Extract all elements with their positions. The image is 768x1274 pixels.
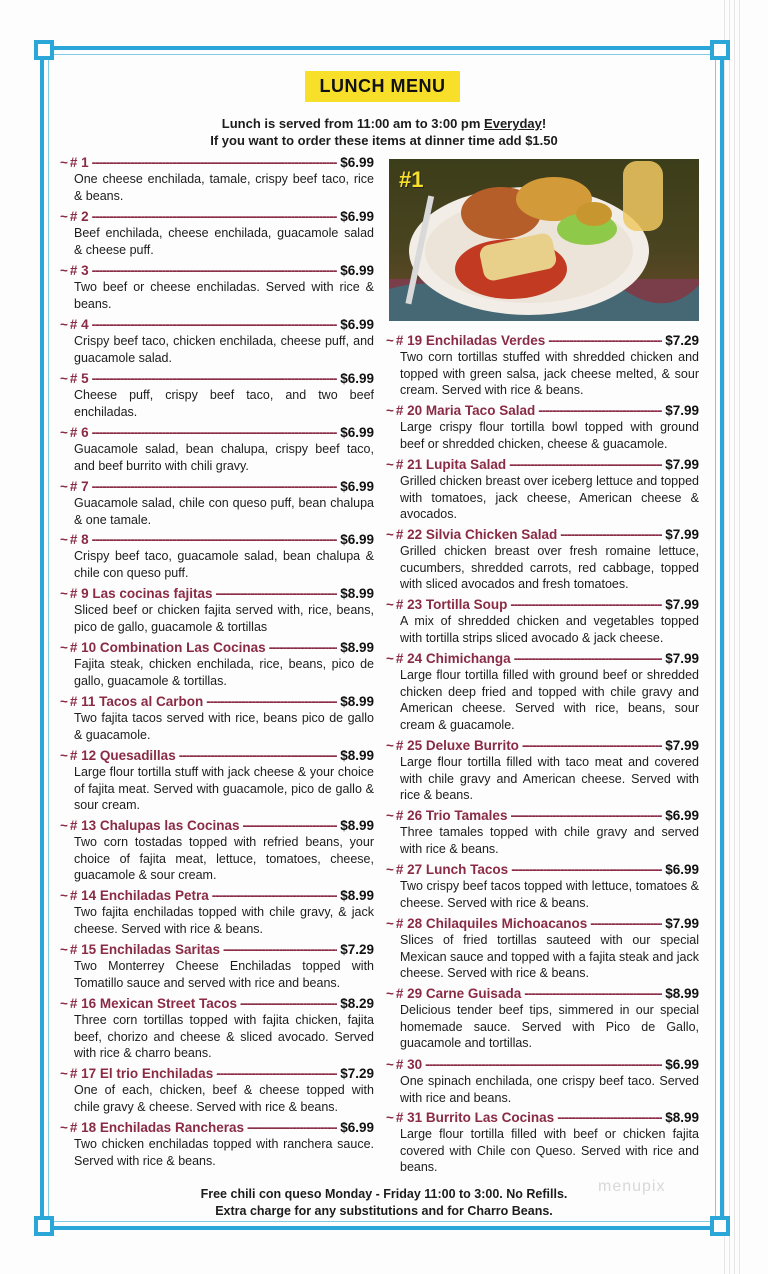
menu-item-description: Large flour tortilla filled with taco meat and covered with chile gravy and American cheese. Served with rice & beans.: [400, 755, 699, 802]
menu-item-name: # 19 Enchiladas Verdes: [395, 333, 546, 348]
menu-item-description: Two Monterrey Cheese Enchiladas topped with Tomatillo sauce and served with rice and beans.: [74, 959, 374, 990]
menu-item: [386, 1109, 699, 1176]
dot-leader: [92, 478, 338, 495]
menu-item-header: [60, 747, 374, 764]
serving-hours-line1: Lunch is served from 11:00 am to 3:00 pm Everyday!: [221, 116, 547, 131]
dot-leader: [590, 915, 662, 932]
dot-leader: [510, 807, 662, 824]
menu-item: [386, 737, 699, 804]
menu-item-price: $8.99: [340, 748, 374, 763]
menu-item-name: # 17 El trio Enchiladas: [69, 1066, 214, 1081]
menu-item-description: Two fajita enchiladas topped with chile gravy, & jack cheese. Served with rice & beans.: [74, 905, 374, 936]
dot-leader: [514, 650, 663, 667]
menu-item-price: $8.99: [340, 694, 374, 709]
menu-item-price: $8.99: [340, 640, 374, 655]
tilde-bullet: ~: [386, 597, 394, 612]
menu-item-price: $8.99: [665, 986, 699, 1001]
menu-item-price: $7.29: [340, 942, 374, 957]
dot-leader: [560, 526, 662, 543]
menu-item-description: Guacamole salad, bean chalupa, crispy beef taco, and beef burrito with chili gravy.: [74, 442, 374, 473]
menu-item-name: # 10 Combination Las Cocinas: [69, 640, 266, 655]
menu-item-description: A mix of shredded chicken and vegetables topped with tortilla strips sliced avocado & jack cheese.: [400, 614, 699, 645]
menu-item-header: [60, 531, 374, 548]
menu-item: [60, 585, 374, 635]
menu-item: [60, 424, 374, 474]
menu-item-header: [60, 995, 374, 1012]
menu-item: [60, 995, 374, 1062]
dot-leader: [92, 424, 338, 441]
tilde-bullet: ~: [386, 808, 394, 823]
menu-item: [60, 531, 374, 581]
menu-item-price: $7.99: [665, 916, 699, 931]
plate-photo: [389, 159, 699, 321]
menu-item-name: # 14 Enchiladas Petra: [69, 888, 209, 903]
tilde-bullet: ~: [60, 640, 68, 655]
menu-item-header: [386, 737, 699, 754]
menu-item-description: Grilled chicken breast over iceberg lettuce and topped with tomatoes, jack cheese, American cheese & avocados.: [400, 474, 699, 521]
menu-item-description: Three corn tortillas topped with fajita chicken, fajita beef, chorizo and cheese & sliced avocado. Served with rice & charro beans.: [74, 1013, 374, 1060]
menu-item-description: One cheese enchilada, tamale, crispy beef taco, rice & beans.: [74, 172, 374, 203]
dinner-surcharge-note: If you want to order these items at dinner time add $1.50: [210, 133, 558, 148]
menu-item-name: # 15 Enchiladas Saritas: [69, 942, 220, 957]
menu-item-name: # 4: [69, 317, 89, 332]
tilde-bullet: ~: [386, 862, 394, 877]
tilde-bullet: ~: [386, 1057, 394, 1072]
menu-item-header: [386, 985, 699, 1002]
menu-item-price: $7.99: [665, 738, 699, 753]
menu-item-name: # 1: [69, 155, 89, 170]
menu-item-price: $7.99: [665, 597, 699, 612]
menu-item-description: Grilled chicken breast over fresh romaine lettuce, cucumbers, shredded carrots, red cabbage, topped with sliced avocados and fresh tomatoes.: [400, 544, 699, 591]
menu-item: [386, 526, 699, 593]
menu-item-name: # 16 Mexican Street Tacos: [69, 996, 237, 1011]
menu-item-price: $6.99: [340, 209, 374, 224]
menu-item-header: [60, 262, 374, 279]
tilde-bullet: ~: [386, 527, 394, 542]
tilde-bullet: ~: [60, 942, 68, 957]
tilde-bullet: ~: [60, 818, 68, 833]
menu-item-name: # 5: [69, 371, 89, 386]
menu-item-description: Large flour tortilla filled with beef or chicken fajita covered with Chile con Queso. Served with rice and beans.: [400, 1127, 699, 1174]
tilde-bullet: ~: [60, 263, 68, 278]
menu-item-name: # 29 Carne Guisada: [395, 986, 522, 1001]
menu-item-header: [60, 585, 374, 602]
watermark: menupix: [598, 1178, 666, 1195]
dot-leader: [557, 1109, 662, 1126]
dot-leader: [538, 402, 662, 419]
menu-item: [60, 1119, 374, 1169]
tilde-bullet: ~: [60, 586, 68, 601]
menu-item: [60, 747, 374, 814]
tilde-bullet: ~: [60, 1120, 68, 1135]
menu-item-description: Delicious tender beef tips, simmered in our special homemade sauce. Served with Pico de Gallo, guacamole and tortillas.: [400, 1003, 699, 1050]
dot-leader: [206, 693, 337, 710]
menu-item-header: [386, 402, 699, 419]
dot-leader: [509, 456, 662, 473]
menu-item: [386, 402, 699, 452]
free-queso-note: Free chili con queso Monday - Friday 11:00 to 3:00. No Refills.: [200, 1187, 568, 1201]
menu-item-price: $6.99: [340, 479, 374, 494]
menu-item: [60, 478, 374, 528]
dot-leader: [92, 316, 338, 333]
menu-item-header: [60, 693, 374, 710]
tilde-bullet: ~: [60, 532, 68, 547]
menu-item-description: Crispy beef taco, chicken enchilada, cheese puff, and guacamole salad.: [74, 334, 374, 365]
menu-item: [386, 985, 699, 1052]
dot-leader: [92, 262, 338, 279]
tilde-bullet: ~: [386, 986, 394, 1001]
menu-item-name: # 6: [69, 425, 89, 440]
dot-leader: [92, 154, 338, 171]
menu-item-name: # 8: [69, 532, 89, 547]
menu-item-header: [60, 887, 374, 904]
menu-item-header: [60, 316, 374, 333]
menu-item-name: # 27 Lunch Tacos: [395, 862, 509, 877]
menu-item-price: $6.99: [340, 425, 374, 440]
menu-item-header: [60, 817, 374, 834]
dot-leader: [92, 531, 338, 548]
menu-item: [386, 1056, 699, 1106]
menu-item: [60, 817, 374, 884]
dot-leader: [247, 1119, 337, 1136]
menu-item-description: Large crispy flour tortilla bowl topped with ground beef or shredded chicken, cheese & guacamole.: [400, 420, 699, 451]
extra-charge-note: Extra charge for any substitutions and for Charro Beans.: [215, 1204, 553, 1218]
menu-item: [60, 693, 374, 743]
menu-item-price: $8.29: [340, 996, 374, 1011]
menu-item-description: Three tamales topped with chile gravy and served with rice & beans.: [400, 825, 699, 856]
dot-leader: [215, 585, 337, 602]
menu-item: [60, 370, 374, 420]
dot-leader: [269, 639, 338, 656]
menu-item-description: Fajita steak, chicken enchilada, rice, beans, pico de gallo, guacamole & tortillas.: [74, 657, 374, 688]
menu-item-description: Two chicken enchiladas topped with ranchera sauce. Served with rice & beans.: [74, 1137, 374, 1168]
menu-item-price: $8.99: [340, 818, 374, 833]
tilde-bullet: ~: [386, 916, 394, 931]
menu-item-name: # 18 Enchiladas Rancheras: [69, 1120, 244, 1135]
menu-item-name: # 3: [69, 263, 89, 278]
menu-item-name: # 22 Silvia Chicken Salad: [395, 527, 558, 542]
menu-item-header: [386, 1109, 699, 1126]
dot-leader: [511, 861, 662, 878]
menu-item-header: [60, 1119, 374, 1136]
menu-item-description: Two fajita tacos served with rice, beans pico de gallo & guacamole.: [74, 711, 374, 742]
menu-item-name: # 23 Tortilla Soup: [395, 597, 508, 612]
menu-item-price: $6.99: [340, 371, 374, 386]
tilde-bullet: ~: [60, 317, 68, 332]
dot-leader: [522, 737, 662, 754]
tilde-bullet: ~: [386, 333, 394, 348]
tilde-bullet: ~: [386, 403, 394, 418]
dot-leader: [425, 1056, 662, 1073]
menu-item-description: Two beef or cheese enchiladas. Served with rice & beans.: [74, 280, 374, 311]
dot-leader: [212, 887, 337, 904]
menu-item-name: # 24 Chimichanga: [395, 651, 511, 666]
menu-item-description: Two crispy beef tacos topped with lettuce, tomatoes & cheese. Served with rice & beans.: [400, 879, 699, 910]
menu-item-price: $6.99: [340, 155, 374, 170]
menu-item-description: Two corn tostadas topped with refried beans, your choice of fajita meat, lettuce, tomatoes, cheese, guacamole & sour cream.: [74, 835, 374, 882]
dot-leader: [548, 332, 662, 349]
menu-item-description: Guacamole salad, chile con queso puff, bean chalupa & one tamale.: [74, 496, 374, 527]
menu-item-price: $7.99: [665, 651, 699, 666]
menu-item-name: # 12 Quesadillas: [69, 748, 176, 763]
menu-item-price: $7.99: [665, 403, 699, 418]
dot-leader: [216, 1065, 337, 1082]
menu-item: [60, 887, 374, 937]
serving-hours: [60, 115, 708, 149]
menu-item-name: # 9 Las cocinas fajitas: [69, 586, 213, 601]
tilde-bullet: ~: [60, 479, 68, 494]
menu-item-header: [60, 478, 374, 495]
menu-item-header: [386, 526, 699, 543]
menu-item-header: [60, 370, 374, 387]
tilde-bullet: ~: [60, 425, 68, 440]
menu-item-description: One of each, chicken, beef & cheese topped with chile gravy & cheese. Served with rice & beans.: [74, 1083, 374, 1114]
menu-item-price: $7.99: [665, 527, 699, 542]
menu-item-name: # 13 Chalupas las Cocinas: [69, 818, 240, 833]
menu-item-price: $6.99: [665, 862, 699, 877]
corner-ornament: [710, 40, 730, 60]
dot-leader: [179, 747, 338, 764]
tilde-bullet: ~: [60, 371, 68, 386]
menu-item-header: [386, 332, 699, 349]
menu-item-description: Beef enchilada, cheese enchilada, guacamole salad & cheese puff.: [74, 226, 374, 257]
dot-leader: [92, 370, 338, 387]
tilde-bullet: ~: [386, 1110, 394, 1125]
tilde-bullet: ~: [386, 457, 394, 472]
menu-item-name: # 31 Burrito Las Cocinas: [395, 1110, 555, 1125]
menu-item-price: $8.99: [340, 888, 374, 903]
menu-item-description: Sliced beef or chicken fajita served with, rice, beans, pico de gallo, guacamole & tortillas: [74, 603, 374, 634]
tilde-bullet: ~: [60, 1066, 68, 1081]
menu-item-price: $8.99: [665, 1110, 699, 1125]
menu-item-header: [60, 941, 374, 958]
menu-item: [60, 208, 374, 258]
menu-item-name: # 26 Trio Tamales: [395, 808, 508, 823]
menu-item-price: $6.99: [665, 808, 699, 823]
tilde-bullet: ~: [386, 651, 394, 666]
menu-item-description: One spinach enchilada, one crispy beef taco. Served with rice and beans.: [400, 1074, 699, 1105]
tilde-bullet: ~: [60, 694, 68, 709]
dot-leader: [92, 208, 338, 225]
menu-item-price: $6.99: [665, 1057, 699, 1072]
menu-item-description: Two corn tortillas stuffed with shredded chicken and topped with green salsa, jack cheese melted, & sour cream. Served with rice & beans.: [400, 350, 699, 397]
menu-item-description: Large flour tortilla filled with ground beef or shredded chicken deep fried and topped with chile gravy and American cheese. Served with rice, beans, sour cream & guacamole.: [400, 668, 699, 732]
menu-item-price: $6.99: [340, 1120, 374, 1135]
dot-leader: [223, 941, 337, 958]
menu-item-price: $8.99: [340, 586, 374, 601]
menu-item: [386, 456, 699, 523]
photo-item-number: #1: [399, 167, 424, 192]
menu-item-description: Cheese puff, crispy beef taco, and two beef enchiladas.: [74, 388, 374, 419]
menu-item-header: [386, 650, 699, 667]
menu-item: [60, 316, 374, 366]
menu-item: [60, 154, 374, 204]
corner-ornament: [710, 1216, 730, 1236]
menu-item-header: [386, 861, 699, 878]
dot-leader: [510, 596, 662, 613]
menu-item-name: # 20 Maria Taco Salad: [395, 403, 536, 418]
dot-leader: [524, 985, 662, 1002]
menu-item: [386, 650, 699, 733]
tilde-bullet: ~: [60, 209, 68, 224]
menu-item: [60, 639, 374, 689]
menu-item-header: [386, 1056, 699, 1073]
menu-item-price: $7.29: [665, 333, 699, 348]
menu-item-header: [60, 154, 374, 171]
menu-item-name: # 11 Tacos al Carbon: [69, 694, 204, 709]
menu-item-header: [386, 915, 699, 932]
menu-item: [386, 915, 699, 982]
menu-item: [386, 332, 699, 399]
menu-item-header: [386, 807, 699, 824]
menu-item: [386, 861, 699, 911]
menu-title: LUNCH MENU: [305, 71, 460, 102]
menu-item-name: # 21 Lupita Salad: [395, 457, 507, 472]
menu-item-name: # 7: [69, 479, 89, 494]
menu-item-price: $7.29: [340, 1066, 374, 1081]
menu-item-description: Slices of fried tortillas sauteed with our special Mexican sauce and topped with a fajita steak and jack cheese. Served with rice & beans.: [400, 933, 699, 980]
menu-item-name: # 30: [395, 1057, 423, 1072]
menu-item: [60, 941, 374, 991]
tilde-bullet: ~: [60, 888, 68, 903]
plate-illustration: [389, 159, 699, 321]
menu-item-header: [386, 456, 699, 473]
tilde-bullet: ~: [60, 996, 68, 1011]
dot-leader: [242, 817, 337, 834]
menu-item-header: [60, 639, 374, 656]
tilde-bullet: ~: [386, 738, 394, 753]
menu-item-price: $7.99: [665, 457, 699, 472]
tilde-bullet: ~: [60, 155, 68, 170]
menu-item-price: $6.99: [340, 317, 374, 332]
menu-item-header: [60, 424, 374, 441]
menu-item-header: [60, 208, 374, 225]
menu-item: [60, 262, 374, 312]
corner-ornament: [34, 40, 54, 60]
menu-item-description: Large flour tortilla stuff with jack cheese & your choice of fajita meat. Served with guacamole, pico de gallo & sour cream.: [74, 765, 374, 812]
menu-item-price: $6.99: [340, 532, 374, 547]
menu-item: [60, 1065, 374, 1115]
corner-ornament: [34, 1216, 54, 1236]
menu-item: [386, 596, 699, 646]
tilde-bullet: ~: [60, 748, 68, 763]
menu-item-description: Crispy beef taco, guacamole salad, bean chalupa & chile con queso puff.: [74, 549, 374, 580]
menu-item: [386, 807, 699, 857]
menu-item-name: # 2: [69, 209, 89, 224]
menu-item-name: # 28 Chilaquiles Michoacanos: [395, 916, 588, 931]
menu-item-name: # 25 Deluxe Burrito: [395, 738, 519, 753]
menu-item-price: $6.99: [340, 263, 374, 278]
dot-leader: [240, 995, 337, 1012]
menu-item-header: [60, 1065, 374, 1082]
menu-item-header: [386, 596, 699, 613]
